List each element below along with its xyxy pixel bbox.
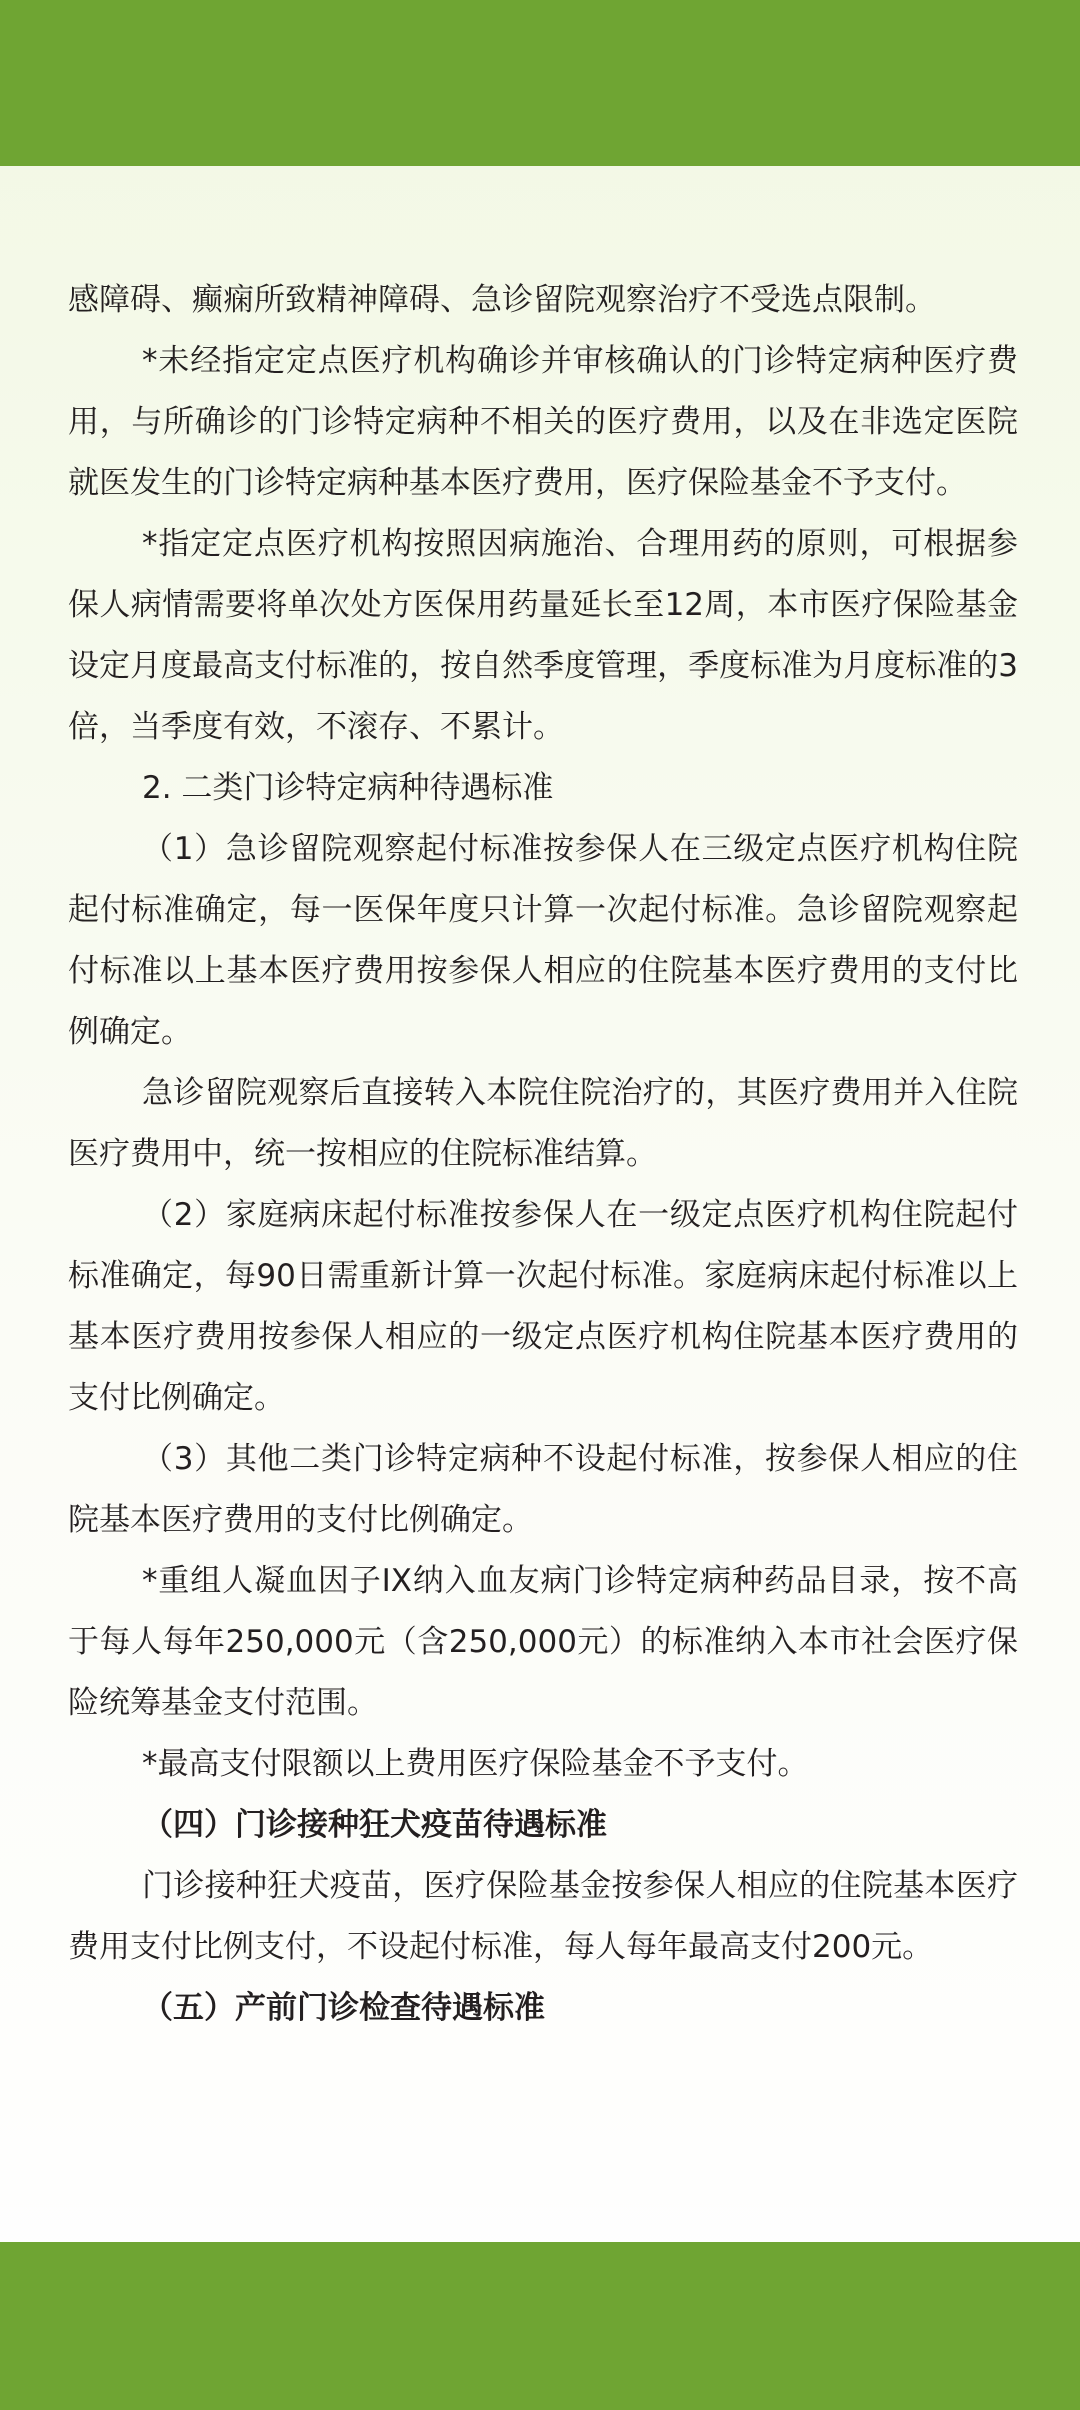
footer-band (0, 2242, 1080, 2410)
paragraph: *指定定点医疗机构按照因病施治、合理用药的原则，可根据参保人病情需要将单次处方医保用药量延长至12周，本市医疗保险基金设定月度最高支付标准的，按自然季度管理，季度标准为月度标准的3倍，当季度有效，不滚存、不累计。 (68, 526, 1018, 745)
document-body (68, 270, 1018, 2039)
paragraph: *未经指定定点医疗机构确诊并审核确认的门诊特定病种医疗费用，与所确诊的门诊特定病种不相关的医疗费用，以及在非选定医院就医发生的门诊特定病种基本医疗费用，医疗保险基金不予支付。 (68, 343, 1018, 501)
paragraph: （1）急诊留院观察起付标准按参保人在三级定点医疗机构住院起付标准确定，每一医保年度只计算一次起付标准。急诊留院观察起付标准以上基本医疗费用按参保人相应的住院基本医疗费用的支付比例确定。 (68, 831, 1018, 1050)
paragraph: （3）其他二类门诊特定病种不设起付标准，按参保人相应的住院基本医疗费用的支付比例确定。 (68, 1441, 1018, 1538)
header-band (0, 0, 1080, 166)
paragraph: 门诊接种狂犬疫苗，医疗保险基金按参保人相应的住院基本医疗费用支付比例支付，不设起付标准，每人每年最高支付200元。 (68, 1868, 1018, 1965)
subheading: 2. 二类门诊特定病种待遇标准 (142, 770, 554, 806)
section-heading: （四）门诊接种狂犬疫苗待遇标准 (142, 1807, 607, 1843)
paragraph: *最高支付限额以上费用医疗保险基金不予支付。 (142, 1746, 809, 1782)
paragraph: （2）家庭病床起付标准按参保人在一级定点医疗机构住院起付标准确定，每90日需重新计算一次起付标准。家庭病床起付标准以上基本医疗费用按参保人相应的一级定点医疗机构住院基本医疗费用的支付比例确定。 (68, 1197, 1018, 1416)
paragraph: 感障碍、癫痫所致精神障碍、急诊留院观察治疗不受选点限制。 (68, 282, 936, 318)
paragraph: 急诊留院观察后直接转入本院住院治疗的，其医疗费用并入住院医疗费用中，统一按相应的住院标准结算。 (68, 1075, 1018, 1172)
paragraph: *重组人凝血因子IX纳入血友病门诊特定病种药品目录，按不高于每人每年250,000元（含250,000元）的标准纳入本市社会医疗保险统筹基金支付范围。 (68, 1563, 1018, 1721)
section-heading: （五）产前门诊检查待遇标准 (142, 1990, 545, 2026)
